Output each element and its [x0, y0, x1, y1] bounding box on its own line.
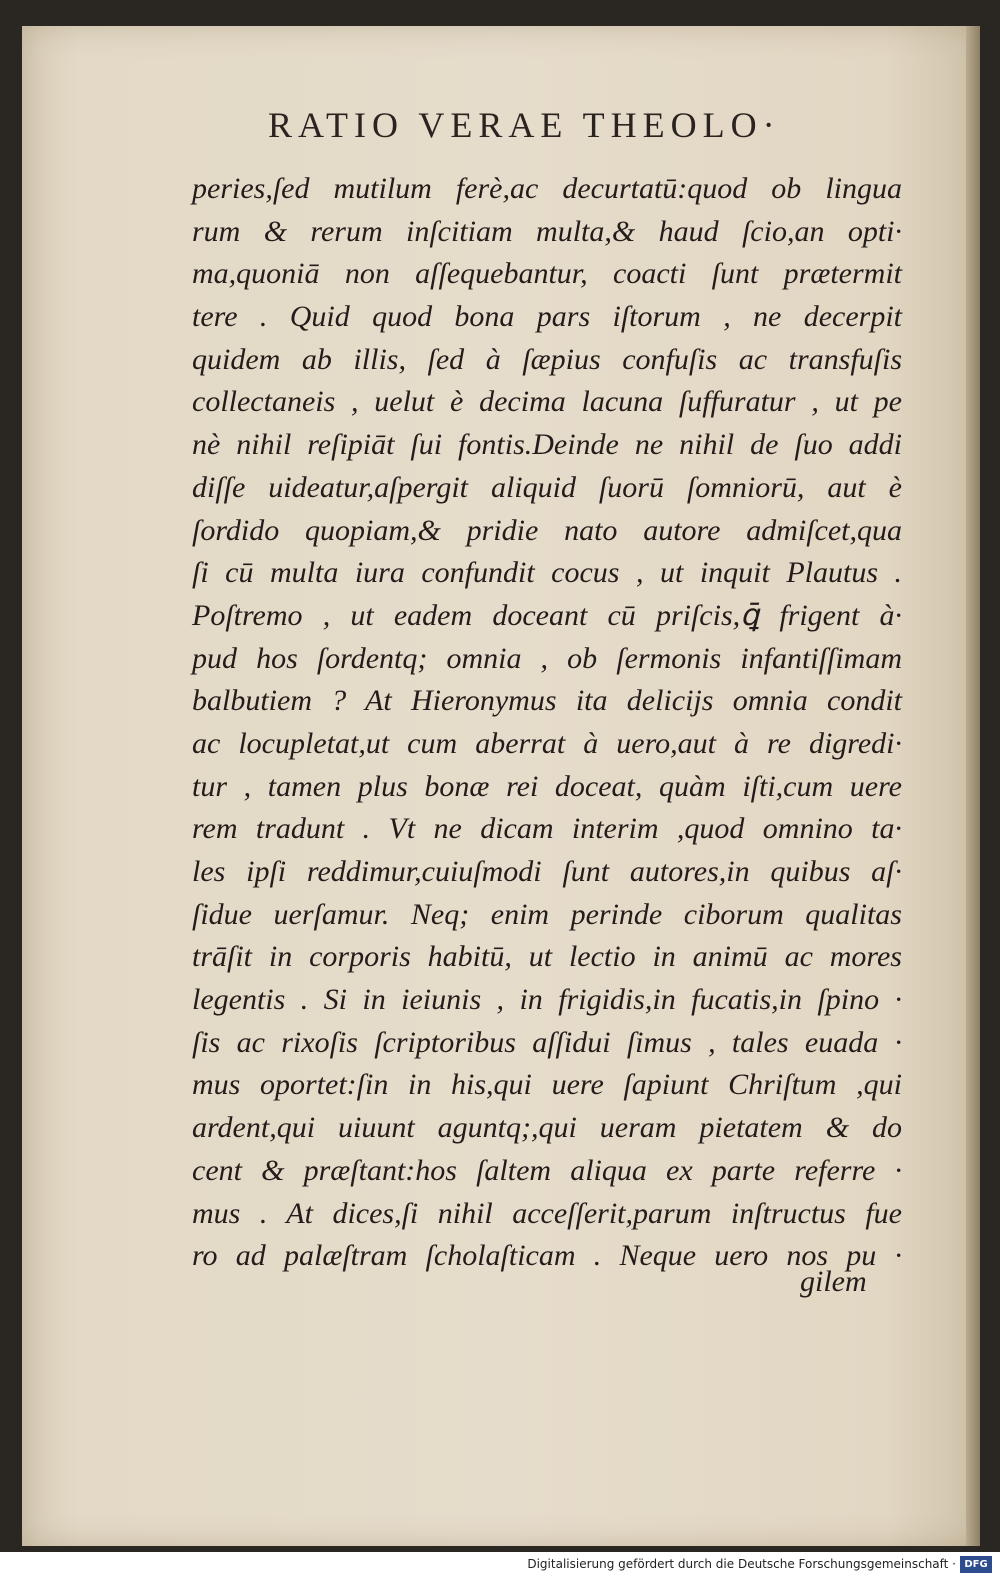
- text-line: balbutiem ? At Hieronymus ita delicijs omnia condit: [192, 684, 902, 718]
- page-edge: [966, 26, 980, 1546]
- text-line: ro ad palæſtram ſcholaſticam . Neque uero nos pu ·: [192, 1239, 902, 1273]
- text-line: trāſit in corporis habitū, ut lectio in animū ac mores: [192, 940, 902, 974]
- text-line: diſſe uideatur,aſpergit aliquid ſuorū ſomniorū, aut è: [192, 470, 902, 504]
- catchword: gilem: [800, 1265, 867, 1298]
- text-line: peries,ſed mutilum ferè,ac decurtatū:quod ob lingua: [192, 172, 902, 205]
- text-line: quidem ab illis, ſed à ſæpius confuſis ac transfuſis: [192, 342, 902, 376]
- text-line: rum & rerum inſcitiam multa,& haud ſcio,an opti·: [192, 214, 902, 248]
- footer-credit: Digitalisierung gefördert durch die Deutsche Forschungsgemeinschaft ·: [527, 1557, 956, 1571]
- text-line: ſis ac rixoſis ſcriptoribus aſſidui ſimus , tales euada ·: [192, 1025, 902, 1059]
- text-line: ſidue uerſamur. Neq; enim perinde ciborum qualitas: [192, 897, 902, 931]
- text-line: cent & præſtant:hos ſaltem aliqua ex parte referre ·: [192, 1153, 902, 1187]
- text-line: ardent,qui uiuunt aguntq;,qui ueram pietatem & do: [192, 1111, 902, 1145]
- text-line: ſi cū multa iura confundit cocus , ut inquit Plautus .: [192, 556, 902, 590]
- text-line: rem tradunt . Vt ne dicam interim ,quod omnino ta·: [192, 812, 902, 846]
- text-line: ma,quoniā non aſſequebantur, coacti ſunt prætermit: [192, 257, 902, 291]
- text-line: nè nihil reſipiāt ſui fontis.Deinde ne nihil de ſuo addi: [192, 428, 902, 462]
- text-line: mus . At dices,ſi nihil acceſſerit,parum inſtructus fue: [192, 1196, 902, 1230]
- text-line: mus oportet:ſin in his,qui uere ſapiunt Chriſtum ,qui: [192, 1068, 902, 1102]
- text-line: tur , tamen plus bonæ rei doceat, quàm iſti,cum uere: [192, 769, 902, 803]
- dfg-logo-icon: DFG: [960, 1556, 992, 1573]
- text-line: ac locupletat,ut cum aberrat à uero,aut à re digredi·: [192, 726, 902, 760]
- text-block: [192, 168, 902, 1278]
- text-line: pud hos ſordentq; omnia , ob ſermonis infantiſſimam: [192, 641, 902, 675]
- text-line: Poſtremo , ut eadem doceant cū priſcis,ꝗ̄ frigent à·: [192, 598, 902, 632]
- text-line: tere . Quid quod bona pars iſtorum , ne decerpit: [192, 300, 902, 334]
- footer-bar: [0, 1552, 1000, 1579]
- text-line: ſordido quopiam,& pridie nato autore admiſcet,qua: [192, 513, 902, 547]
- text-line: legentis . Si in ieiunis , in frigidis,in fucatis,in ſpino ·: [192, 983, 902, 1017]
- text-line: collectaneis , uelut è decima lacuna ſuffuratur , ut pe: [192, 385, 902, 419]
- running-head: RATIO VERAE THEOLO·: [268, 105, 781, 145]
- text-line: les ipſi reddimur,cuiuſmodi ſunt autores,in quibus aſ·: [192, 855, 902, 888]
